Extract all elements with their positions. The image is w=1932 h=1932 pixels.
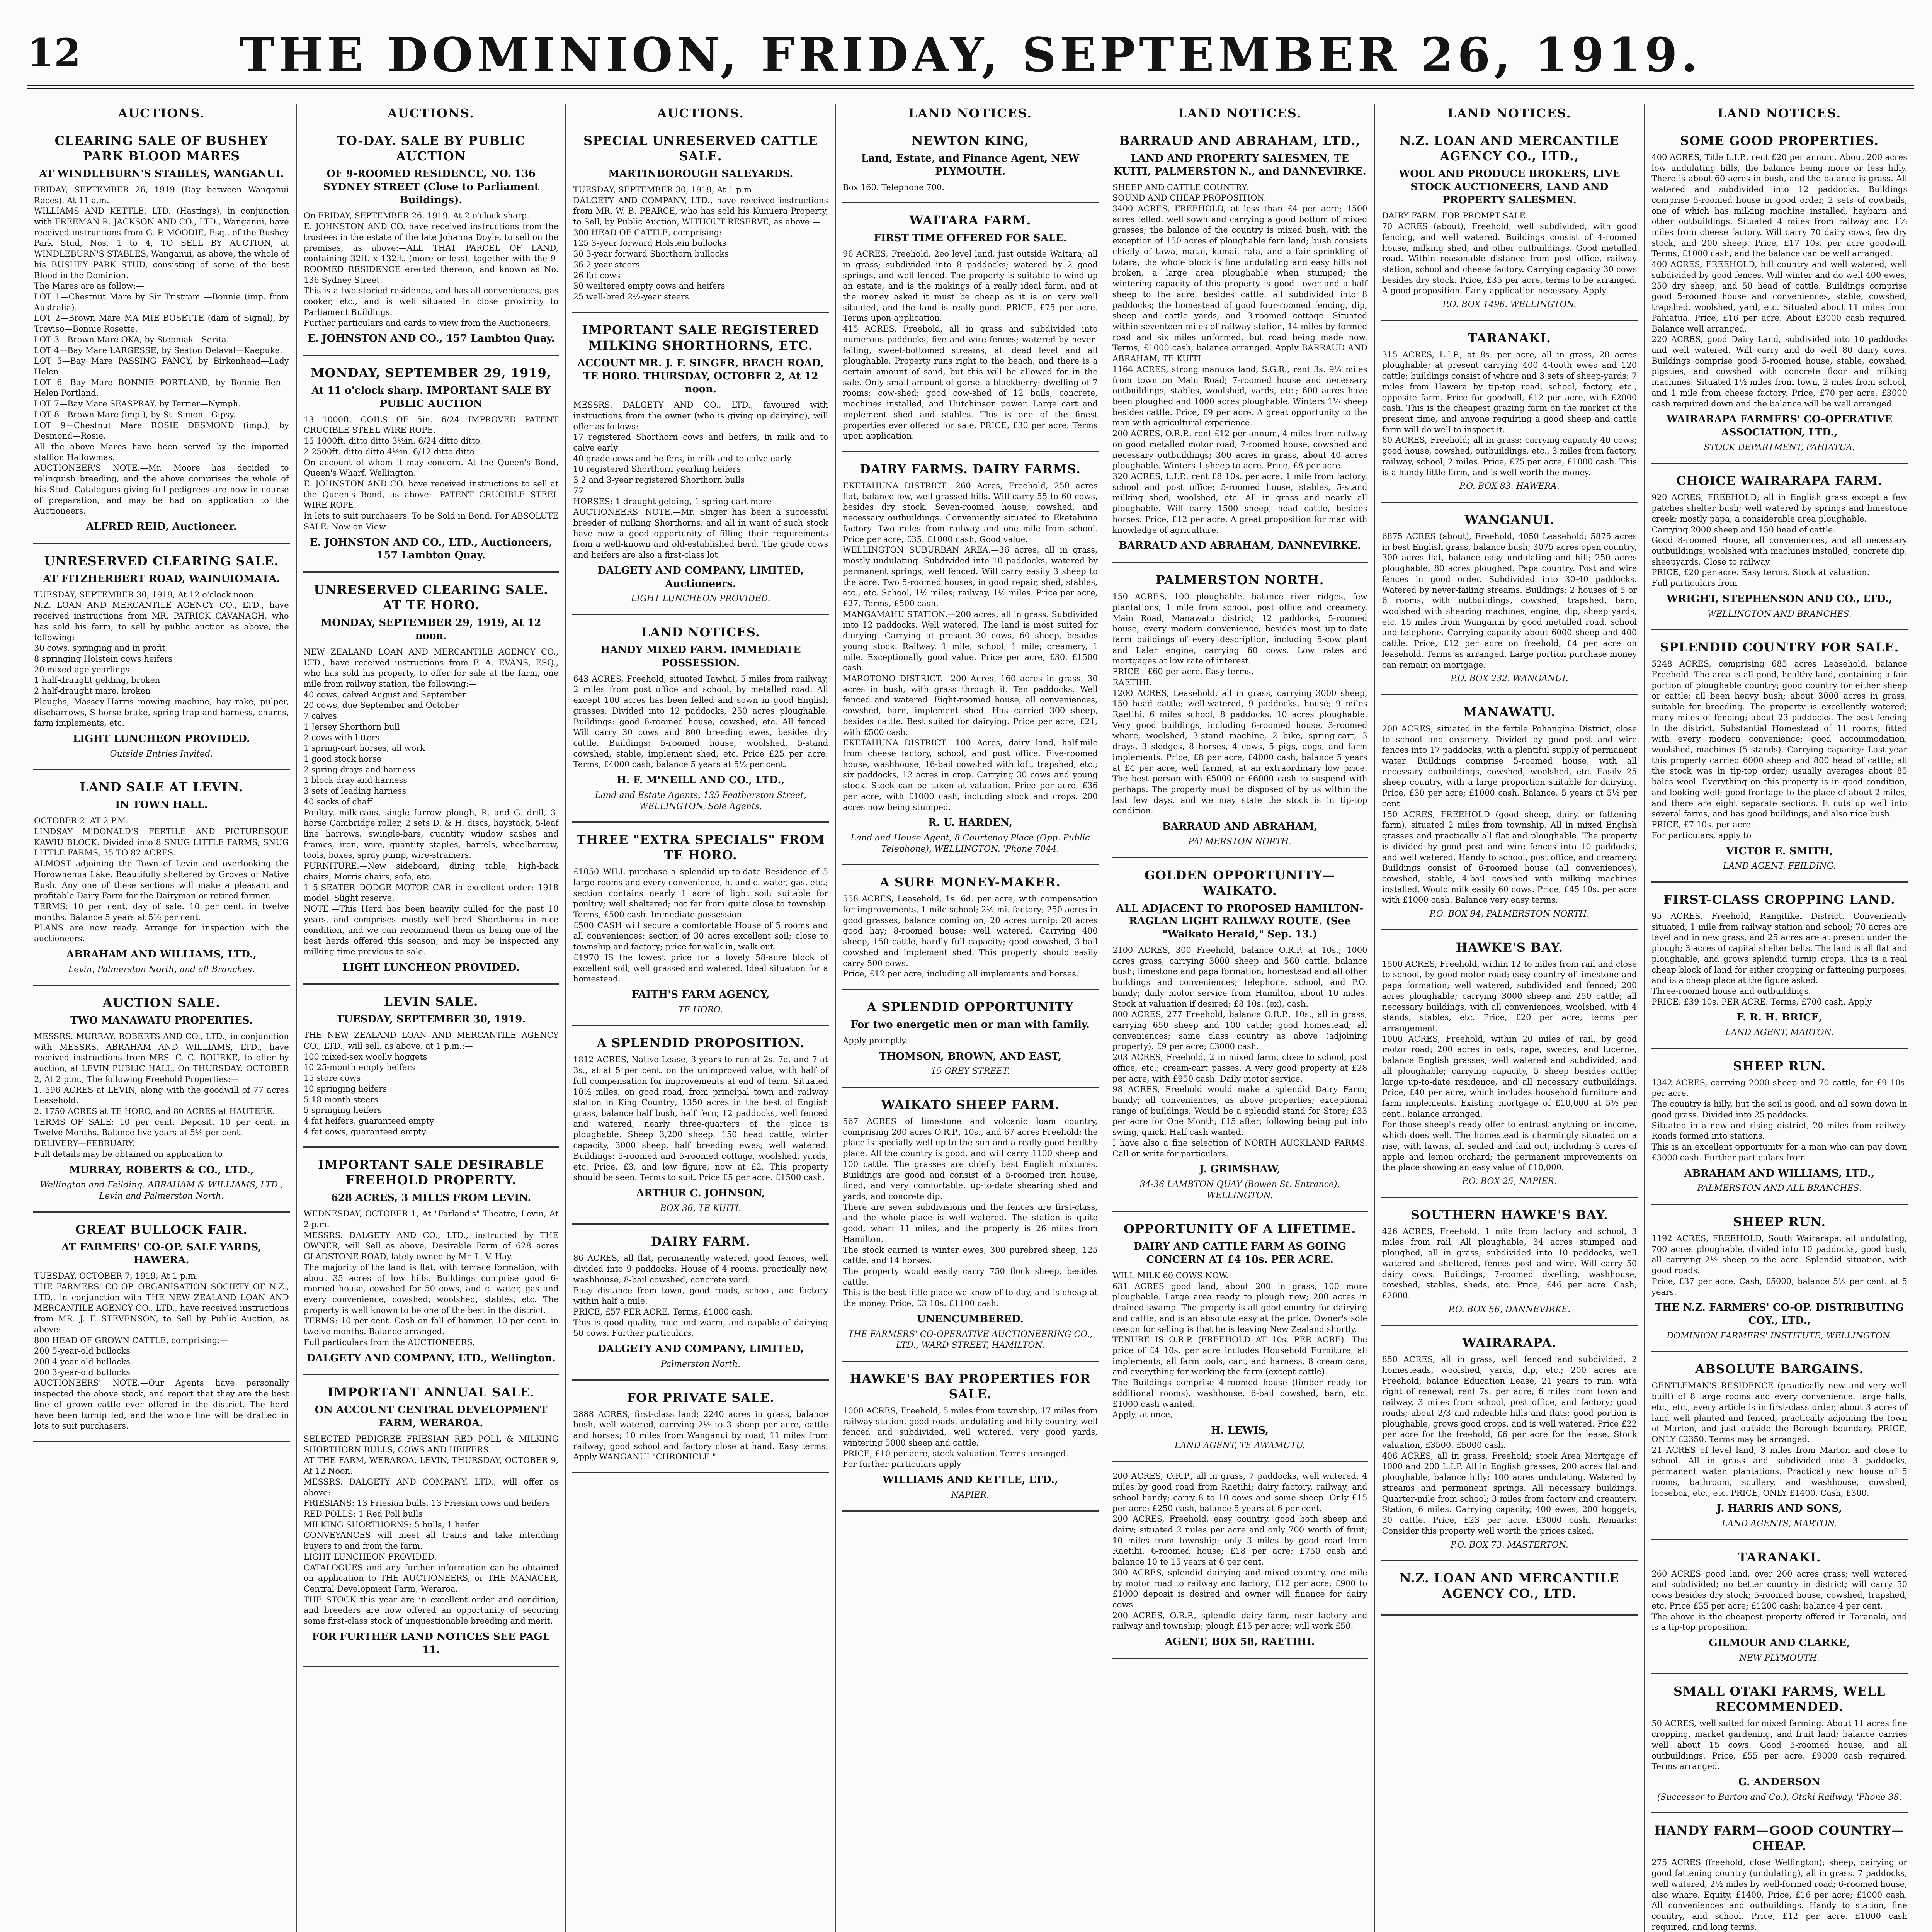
ad-agent-details: Land and House Agent, 8 Courtenay Place (Opp. Public Telephone), WELLINGTON. 'Phone 7044. (850, 833, 1090, 854)
column-heading: LAND NOTICES. (1717, 106, 1842, 121)
ad-signature: G. ANDERSON (1738, 1776, 1821, 1788)
ad-agent-details: PALMERSTON AND ALL BRANCHES. (1697, 1184, 1862, 1194)
column-5 (1105, 104, 1375, 1932)
ad-signature: AGENT, BOX 58, RAETIHI. (1165, 1636, 1315, 1648)
ad-heading: IMPORTANT SALE DESIRABLE FREEHOLD PROPERTY. (318, 1157, 544, 1188)
ad-body: 850 ACRES, all in grass, well fenced and subdivided, 2 homesteads, woolshed, yards, dip, etc.; 200 acres are Freehold, balance Education Lease, 21 years to run, with right of renewal; rent 7s. per acre; 6 miles from town and railway, 3 miles from school, post office, and factory; good roads; about 2/3 and rideable hills and flats; good portion is ploughable, grows good crops, and is well watered. Price £22 per acre for the freehold, £6 per acre for the lease. Stock valuation, £3500. £5000 cash. 406 ACRES, all in grass, Freehold; stock Area Mortgage of 1000 and 200 L.I.P. All in English grasses; 200 acres flat and ploughable, balance hilly; 100 acres undulating. Watered by streams and permanent springs. All necessary buildings. Quarter-mile from school; 3 miles from factory and creamery. Station, 6 miles. Carrying capacity, 400 ewes, 200 hoggets, 30 cattle. Price, £23 per acre. £3000 cash. Remarks: Consider this property well worth the prices asked. (1382, 1355, 1637, 1536)
advertisement (1651, 884, 1908, 1049)
ad-body: 13 1000ft. COILS OF 5in. 6/24 IMPROVED PATENT CRUCIBLE STEEL WIRE ROPE. 15 1000ft. ditto ditto 3½in. 6/24 ditto ditto. 2 2500ft. ditto ditto 4½in. 6/12 ditto ditto. On account of whom it may concern. At the Queen's Bond, Queen's Wharf, Wellington. E. JOHNSTON AND CO. have received instructions to sell at the Queen's Bond, as above:—PATENT CRUCIBLE STEEL WIRE ROPE. In lots to suit purchasers. To be Sold in Bond. For ABSOLUTE SALE. Now on View. (303, 415, 559, 531)
ad-heading: A SPLENDID PROPOSITION. (597, 1036, 804, 1051)
advertisement (1381, 125, 1638, 321)
masthead: THE DOMINION, FRIDAY, SEPTEMBER 26, 1919. (240, 27, 1702, 83)
ad-subheading: IN TOWN HALL. (115, 799, 208, 811)
columns-container (27, 104, 1914, 1932)
ad-signature: R. U. HARDEN, (928, 817, 1012, 829)
ad-signature: J. HARRIS AND SONS, (1717, 1503, 1842, 1515)
ad-subheading: For two energetic men or man with family. (850, 1019, 1090, 1031)
ad-agent-details: Outside Entries Invited. (110, 749, 213, 759)
ad-heading: ABSOLUTE BARGAINS. (1695, 1362, 1864, 1377)
ad-heading: SOME GOOD PROPERTIES. (1680, 133, 1879, 148)
ad-signature: ARTHUR C. JOHNSON, (636, 1187, 765, 1199)
ad-subheading: AT FITZHERBERT ROAD, WAINUIOMATA. (43, 573, 280, 585)
ad-body: 200 ACRES, situated in the fertile Pohangina District, close to school and creamery. Divided by good post and wire fences into 17 paddocks, with a plentiful supply of permanent water. Buildings comprise 5-roomed house, with all necessary outbuildings, cowshed, woolshed, etc. Easily 25 sheep country, with a large proportion suitable for dairying. Price, £30 per acre; £1000 cash. Balance, 5 years at 5½ per cent. 150 ACRES, FREEHOLD (good sheep, dairy, or fattening farm), situated 2 miles from township. All in mixed English grasses and practically all flat and ploughable. The property is divided by good post and wire fences into 10 paddocks, and well watered. Handy to school, post office, and creamery. Buildings consist of 6-roomed house (all conveniences), cowshed, stable, 4-bail cowshed with milking machines installed. Would milk easily 60 cows. Price, £45 10s. per acre with £1000 cash. Balance very easy terms. (1382, 724, 1637, 905)
advertisement (303, 574, 560, 985)
ad-signature: UNENCUMBERED. (917, 1313, 1024, 1325)
ad-body: 1192 ACRES, FREEHOLD, South Wairarapa, all undulating; 700 acres ploughable, divided into 10 paddocks, good bush, all carrying 2½ sheep to the acre. Splendid situation, with good roads. Price, £37 per acre. Cash, £5000; balance 5½ per cent. at 5 years. (1651, 1233, 1907, 1297)
ad-agent-details: LAND AGENTS, MARTON. (1722, 1519, 1837, 1529)
column-6 (1375, 104, 1645, 1932)
ad-heading: TARANAKI. (1738, 1549, 1821, 1565)
ad-agent-details: WELLINGTON AND BRANCHES. (1707, 609, 1852, 619)
advertisement (1651, 1206, 1908, 1352)
ad-heading: DAIRY FARM. (651, 1234, 750, 1249)
ad-agent-details: P.O. BOX 232. WANGANUI. (1451, 674, 1568, 684)
ad-signature: WILLIAMS AND KETTLE, LTD., (882, 1474, 1058, 1486)
advertisement (1112, 565, 1368, 858)
ad-signature: ABRAHAM AND WILLIAMS, LTD., (1684, 1167, 1875, 1179)
ad-agent-details: 34-36 LAMBTON QUAY (Bowen St. Entrance), WELLINGTON. (1139, 1180, 1340, 1201)
ad-agent-details: P.O. BOX 94, PALMERSTON NORTH. (1429, 909, 1590, 919)
ad-signature: LIGHT LUNCHEON PROVIDED. (73, 733, 250, 745)
ad-body: 260 ACRES good land, over 200 acres grass; well watered and subdivided; no better country in district; will carry 50 cows besides dry stock; 5-roomed house, cowshed, trapshed, etc. Price £35 per acre; £1200 cash; balance 4 per cent. The above is the cheapest property offered in Taranaki, and is a tip-top proposition. (1651, 1569, 1907, 1632)
ad-agent-details: Land and Estate Agents, 135 Featherston Street, WELLINGTON, Sole Agents. (595, 790, 806, 811)
ad-body: 6875 ACRES (about), Freehold, 4050 Leasehold; 5875 acres in best English grass, balance bush; 3075 acres open country, 300 acres flat, balance easy undulating and hill; 250 acres ploughable; 80 acres ploughed. Papa country. Post and wire fences in good order. Subdivided into 30-40 paddocks. Watered by never-failing streams. Buildings: 2 houses of 5 or 6 rooms, with outbuildings, cowshed, trapshed, barn, woolshed with shearing machines, engine, dip, sheep yards, etc. 15 miles from Wanganui by good metalled road, school and telephone. Carrying capacity about 6000 sheep and 400 cattle. Price, £12 per acre on freehold, £4 per acre on leasehold. Terms as arranged. Large portion purchase money can remain on mortgage. (1382, 531, 1637, 670)
ad-agent-details: TE HORO. (678, 1005, 723, 1015)
ad-signature: WRIGHT, STEPHENSON AND CO., LTD., (1667, 593, 1893, 605)
ad-subheading: AT WINDLEBURN'S STABLES, WANGANUI. (39, 168, 284, 180)
ad-heading: GREAT BULLOCK FAIR. (75, 1222, 248, 1237)
ad-heading: THREE "EXTRA SPECIALS" FROM TE HORO. (576, 832, 825, 863)
ad-agent-details: Palmerston North. (661, 1359, 741, 1369)
advertisement (33, 987, 290, 1212)
advertisement (842, 1089, 1099, 1362)
ad-heading: BARRAUD AND ABRAHAM, LTD., (1119, 133, 1361, 148)
ad-heading: N.Z. LOAN AND MERCANTILE AGENCY CO., LTD. (1400, 1571, 1619, 1601)
ad-signature: E. JOHNSTON AND CO., 157 Lambton Quay. (307, 333, 555, 345)
ad-signature: BARRAUD AND ABRAHAM, (1162, 821, 1318, 833)
ad-signature: E. JOHNSTON AND CO., LTD., Auctioneers, 157 Lambton Quay. (310, 536, 553, 561)
ad-signature: DALGETY AND COMPANY, LTD., Wellington. (306, 1352, 556, 1364)
ad-agent-details: P.O. BOX 1496. WELLINGTON. (1442, 300, 1577, 310)
ad-subheading: HANDY MIXED FARM. IMMEDIATE POSSESSION. (600, 644, 801, 669)
ad-agent-details: P.O. BOX 83. HAWERA. (1459, 481, 1560, 492)
advertisement (842, 125, 1099, 203)
ad-signature: FOR FURTHER LAND NOTICES SEE PAGE 11. (312, 1631, 550, 1656)
advertisement (303, 357, 560, 573)
advertisement (1651, 632, 1908, 883)
advertisement (33, 546, 290, 770)
ad-signature: F. R. H. BRICE, (1736, 1012, 1822, 1024)
ad-body: TUESDAY, SEPTEMBER 30, 1919, At 12 o'clock noon. N.Z. LOAN AND MERCANTILE AGENCY CO., LTD., have received instructions from MR. PATRICK CAVANAGH, who has sold his farm, to sell by public auction as above, the following:— 30 cows, springing and in profit 8 springing Holstein cows heifers 20 mixed age yearlings 1 half-draught gelding, broken 2 half-draught mare, broken Ploughs, Massey-Harris mowing machine, hay rake, pulper, discharrows, S-horse brake, spring trap and harness, churns, farm implements, etc. (34, 590, 289, 728)
ad-heading: N.Z. LOAN AND MERCANTILE AGENCY CO., LTD., (1400, 133, 1619, 163)
ad-body: 275 ACRES (freehold, close Wellington); sheep, dairying or good fattening country (undulating), all in grass. 7 paddocks, well watered, 2½ miles by well-formed road; 6-roomed house, also whare, Equity. £1400. Price, £16 per acre; £1000 cash. All conveniences and outbuildings. Handy to station, fine country, and school. Price, £12 per acre. £1000 cash required, and long terms. (1651, 1858, 1907, 1932)
advertisement (1651, 465, 1908, 630)
ad-heading: SPECIAL UNRESERVED CATTLE SALE. (583, 133, 818, 163)
advertisement (572, 315, 829, 615)
advertisement (1651, 1051, 1908, 1205)
ad-heading: WANGANUI. (1464, 512, 1554, 527)
ad-agent-details: LAND AGENT, TE AWAMUTU. (1174, 1440, 1305, 1451)
ad-heading: SOUTHERN HAWKE'S BAY. (1410, 1207, 1608, 1222)
ad-heading: NEWTON KING, (912, 133, 1029, 148)
ad-body: GENTLEMAN'S RESIDENCE (practically new and very well built) of 8 large rooms and every convenience, large halls, etc., etc., every article is in first-class order, about 3 acres of land well planted and fenced, practically adjoining the town of Marton, and just outside the Borough boundary. PRICE, ONLY £2350. Terms may be arranged. 21 ACRES of level land, 3 miles from Marton and close to school. All in grass and subdivided into 3 paddocks, permanent water, plantations. Practically new house of 5 rooms, bathroom, scullery, and washhouse, cowshed, loosebox, etc., etc. PRICE, ONLY £1400. Cash, £300. (1651, 1381, 1907, 1498)
advertisement (1651, 1676, 1908, 1813)
ad-body: 920 ACRES, FREEHOLD; all in English grass except a few patches shelter bush; well watered by springs and limestone creek; mostly papa, a considerable area ploughable. Carrying 2000 sheep and 150 head of cattle. Good 8-roomed House, all conveniences, and all necessary outbuildings, woolshed with machines installed, concrete dip, sheepyards. Close to railway. PRICE, £20 per acre. Easy terms. Stock at valuation. Full particulars from (1651, 493, 1907, 588)
advertisement (842, 454, 1099, 865)
advertisement (1112, 125, 1368, 563)
advertisement (572, 1226, 829, 1380)
ad-agent-details: P.O. BOX 56, DANNEVIRKE. (1448, 1304, 1571, 1315)
ad-body: 2100 ACRES, 300 Freehold, balance O.R.P. at 10s.; 1000 acres grass, carrying 3000 sheep and 560 cattle, balance bush; limestone and papa formation; homestead and all other buildings and conveniences; telephone, school, and P.O. handy; daily motor service from Hamilton, about 10 miles. Stock at valuation if desired; £8 10s. (ex), cash. 800 ACRES, 277 Freehold, balance O.R.P., 10s., all in grass; carrying 650 sheep and 100 cattle; good homestead; all conveniences; same class country as above (adjoining property). £9 per acre; £3000 cash. 203 ACRES, Freehold, 2 in mixed farm, close to school, post office, etc.; cream-cart passes. A very good property at £28 per acre, with £950 cash. Daily motor service. 98 ACRES, Freehold would make a splendid Dairy Farm; handy; all conveniences, as above properties; exceptional range of buildings. Would be a splendid stand for Store; £33 per acre for One Month; £15 after; following being put into swing, quick. Half cash wanted. I have also a fine selection of NORTH AUCKLAND FARMS. Call or write for particulars. (1112, 945, 1367, 1158)
column-heading: LAND NOTICES. (1447, 106, 1571, 121)
ad-agent-details: Wellington and Feilding. ABRAHAM & WILLIAMS, LTD., Levin and Palmerston North. (40, 1180, 283, 1201)
ad-heading: SHEEP RUN. (1733, 1214, 1826, 1229)
ad-body: EKETAHUNA DISTRICT.—260 Acres, Freehold, 250 acres flat, balance low, well-grassed hills. Will carry 55 to 60 cows, besides dry stock. Seven-roomed house, cowshed, and necessary outbuildings. Conveniently situated to Eketahuna factory. Two miles from railway and one mile from school. Price per acre, £35. £1000 cash. Good value. WELLINGTON SUBURBAN AREA.—36 acres, all in grass, mostly undulating. Subdivided into 10 paddocks, watered by permanent springs, well fenced. Will carry easily 3 sheep to the acre. Two 5-roomed houses, in good repair, shed, stables, etc., etc. School, 1½ miles; railway, 1½ miles. Price per acre, £27. Terms, £500 cash. MANGAMAHU STATION.—200 acres, all in grass. Subdivided into 12 paddocks. Well watered. The land is most suited for dairying. Carrying at present 30 cows, 60 sheep, besides young stock. Railway, 1 mile; school, 1 mile; creamery, 1 mile. Exceptionally good value. Price per acre, £30. £1500 cash. MAROTONO DISTRICT.—200 Acres, 160 acres in grass, 30 acres in bush, with grass through it. Ten paddocks. Well fenced and watered. Eight-roomed house, all conveniences, cowshed, barn, implement shed. Has carried 300 sheep, besides cattle. Best suited for dairying. Price per acre, £21, with £500 cash. EKETAHUNA DISTRICT.—100 Acres, dairy land, half-mile from cheese factory, school, and post office. Five-roomed house, washhouse, 16-bail cowshed with loft, trapshed, etc.; six paddocks, 12 acres in crop. Carrying 30 cows and young stock. Stock can be taken at valuation. Price per acre, £36 per acre, with £1000 cash, including stock and crops. 200 acres now being stumped. (843, 481, 1098, 812)
ad-body: FRIDAY, SEPTEMBER 26, 1919 (Day between Wanganui Races), At 11 a.m. WILLIAMS AND KETTLE, LTD. (Hastings), in conjunction with FREEMAN R. JACKSON AND CO., LTD., Wanganui, have received instructions from G. P. MOODIE, Esq., of the Bushey Park Stud, Nos. 1 to 4, TO SELL BY AUCTION, at WINDLEBURN'S STABLES, Wanganui, as above, the whole of his BUSHEY PARK STUD, consisting of some of the best Blood in the Dominion. The Mares are as follow:— LOT 1—Chestnut Mare by Sir Tristram —Bonnie (imp. from Australia). LOT 2—Brown Mare MA MIE BOSETTE (dam of Signal), by Treviso—Bonnie Rosette. LOT 3—Brown Mare OKA, by Stepniak—Serita. LOT 4—Bay Mare LARGESSE, by Seaton Delaval—Kaepuke. LOT 5—Bay Mare PASSING FANCY, by Birkenhead—Lady Helen. LOT 6—Bay Mare BONNIE PORTLAND, by Bonnie Ben—Helen Portland. LOT 7—Bay Mare SEASPRAY, by Terrier—Nymph. LOT 8—Brown Mare (imp.), by St. Simon—Gipsy. LOT 9—Chestnut Mare ROSIE DESMOND (imp.), by Desmond—Rosie. All the above Mares have been served by the imported stallion Hallowmas. AUCTIONEER'S NOTE.—Mr. Moore has decided to relinquish breeding, and the above comprises the whole of his Stud. Catalogues giving full pedigrees are now in course of preparation, and may be had on application to the Auctioneers. (34, 185, 289, 516)
ad-subheading: 628 ACRES, 3 MILES FROM LEVIN. (331, 1192, 531, 1204)
advertisement (303, 1149, 560, 1375)
ad-body: MESSRS. MURRAY, ROBERTS AND CO., LTD., in conjunction with MESSRS. ABRAHAM AND WILLIAMS, LTD., have received instructions from MRS. C. C. BOURKE, to offer by auction, at LEVIN PUBLIC HALL, On THURSDAY, OCTOBER 2, At 2 p.m., The following Freehold Properties:— 1. 596 ACRES at LEVIN, along with the goodwill of 77 acres Leasehold. 2. 1750 ACRES at TE HORO, and 80 ACRES at HAUTERE. TERMS OF SALE: 10 per cent. Deposit. 10 per cent. in Twelve Months. Balance five years at 5½ per cent. DELIVERY—FEBRUARY. Full details may be obtained on application to (34, 1032, 289, 1159)
advertisement (1381, 1199, 1638, 1326)
ad-body: 96 ACRES, Freehold, 2eo level land, just outside Waitara; all in grass; subdivided into 8 paddocks; watered by 2 good springs, and well fenced. The property is suitable to wind up an estate, and is the makings of a really ideal farm, and at the money asked it must be cheap as it is on very well situated, and the land is really good. PRICE, £75 per acre. Terms upon application. 415 ACRES, Freehold, all in grass and subdivided into numerous paddocks, five and wire fences; watered by never-failing, sweet-bottomed streams; all dead level and all ploughable. Property runs right to the beach, and there is a certain amount of sand, but this will be allowed for in the sale. Only small amount of gorse, a blackberry; dwelling of 7 rooms; cow-shed; good cow-shed of 12 bails, concrete, machines installed, and Hutchinson power. Large cart and implement shed and stables. This is one of the finest properties ever offered for sale. PRICE, £30 per acre. Terms upon application. (843, 249, 1098, 441)
advertisement (572, 1027, 829, 1225)
ad-signature: FAITH'S FARM AGENCY, (632, 989, 770, 1001)
ad-agent-details: NEW PLYMOUTH. (1739, 1653, 1820, 1663)
advertisement (1651, 1815, 1908, 1932)
ad-signature: THE N.Z. FARMERS' CO-OP. DISTRIBUTING COY., LTD., (1655, 1302, 1904, 1327)
advertisement (1381, 504, 1638, 695)
ad-body: 2888 ACRES, first-class land; 2240 acres in grass, balance bush, well watered, carrying 2½ to 3 sheep per acre, cattle and horses; 10 miles from Wanganui by road, 11 miles from railway; good school and factory close at hand. Easy terms. Apply WANGANUI "CHRONICLE." (573, 1409, 828, 1462)
ad-body: On FRIDAY, SEPTEMBER 26, 1919, At 2 o'clock sharp. E. JOHNSTON AND CO. have received instructions from the trustees in the estate of the late Johanna Doyle, to sell on the premises, as above:—ALL THAT PARCEL OF LAND, containing 32ft. x 132ft. (more or less), together with the 9-ROOMED RESIDENCE erected thereon, and known as No. 136 Sydney Street. This is a two-storied residence, and has all conveniences, gas cooker, etc., and is well situated in close proximity to Parliament Buildings. Further particulars and cards to view from the Auctioneers, (303, 211, 559, 328)
ad-agent-details: STOCK DEPARTMENT, PAHIATUA. (1704, 442, 1855, 452)
advertisement (1112, 1213, 1368, 1462)
advertisement (303, 1377, 560, 1667)
ad-heading: LAND SALE AT LEVIN. (80, 780, 243, 795)
ad-agent-details: P.O. BOX 73. MASTERTON. (1450, 1540, 1568, 1550)
ad-signature: DALGETY AND COMPANY, LIMITED, Auctioneers. (597, 565, 804, 590)
column-2 (297, 104, 566, 1932)
ad-heading: AUCTION SALE. (102, 995, 220, 1010)
ad-subheading: LAND AND PROPERTY SALESMEN, TE KUITI, PALMERSTON N., and DANNEVIRKE. (1113, 153, 1366, 177)
ad-body: WILL MILK 60 COWS NOW. 631 ACRES good land, about 200 in grass, 100 more ploughable. Large area ready to plough now; 200 acres in drained swamp. The property is all good country for dairying and cattle, and is an absolute easy at the price. Owner's sole reason for selling is that he is leaving New Zealand shortly. TENURE IS O.R.P. (FREEHOLD AT 10s. PER ACRE). The price of £4 10s. per acre includes Household Furniture, all implements, all farm tools, cart, and harness, 8 cream cans, and everything for working the farm (except cattle). The Buildings comprise 4-roomed house (timber ready for additional rooms), washhouse, 6-bail cowshed, barn, etc. £1000 cash wanted. Apply, at once, (1112, 1270, 1367, 1420)
ad-signature: LIGHT LUNCHEON PROVIDED. (342, 961, 520, 973)
ad-heading: MONDAY, SEPTEMBER 29, 1919, (311, 366, 551, 381)
ad-signature: H. LEWIS, (1211, 1425, 1269, 1436)
ad-signature: WAIRARAPA FARMERS' CO-OPERATIVE ASSOCIATION, LTD., (1667, 413, 1893, 439)
ad-body: 400 ACRES, Title L.I.P., rent £20 per annum. About 200 acres low undulating hills, the balance being more or less hilly. There is about 60 acres in bush, and the balance is grass. All watered and subdivided into 12 paddocks. Buildings comprise 5-roomed house in good order, 2 sets of cowbails, one of which has milking machine installed, haybarn and other outbuildings. Situated 4 miles from railway and 1½ miles from cheese factory. Will carry 70 dairy cows, few dry stock, and 200 sheep. Price, £17 10s. per acre goodwill. Terms, £1000 cash, and the balance can be well arranged. 400 ACRES, FREEHOLD, hill country and well watered, well subdivided by good fences. Will winter and do well 400 ewes, 250 dry sheep, and 50 head of cattle. Buildings comprise good 5-roomed house and conveniences, stable, cowshed, trapshed, woolshed, yard, etc. Situated about 11 miles from Pahiatua. Price, £16 per acre. About £3000 cash required. Balance well arranged. 220 ACRES, good Dairy Land, subdivided into 10 paddocks and well watered. Will carry and do well 80 dairy cows. Buildings comprise good 5-roomed house, stable, cowshed, pigsties, and cowshed with concrete floor and milking machines. Situated 1½ miles from town, 2 miles from school, and 1 mile from cheese factory. Price, £70 per acre. £3000 cash required down and the balance will be well arranged. (1651, 153, 1907, 408)
column-heading: AUCTIONS. (118, 106, 205, 121)
ad-subheading: TWO MANAWATU PROPERTIES. (70, 1015, 253, 1027)
ad-agent-details: P.O. BOX 25, NAPIER. (1462, 1177, 1557, 1187)
advertisement (842, 867, 1099, 990)
advertisement (303, 125, 560, 356)
ad-heading: CHOICE WAIRARAPA FARM. (1676, 473, 1883, 488)
advertisement (1381, 1563, 1638, 1616)
ad-subheading: WOOL AND PRODUCE BROKERS, LIVE STOCK AUCTIONEERS, LAND AND PROPERTY SALESMEN. (1399, 168, 1620, 206)
ad-heading: OPPORTUNITY OF A LIFETIME. (1123, 1221, 1356, 1236)
ad-body: £1050 WILL purchase a splendid up-to-date Residence of 5 large rooms and every convenience, h. and c. water, gas, etc.; section contains nearly 1 acre of light soil; suitable for poultry; well sheltered; not far from quite close to township. Terms, £500 cash. Immediate possession. £500 CASH will secure a comfortable House of 5 rooms and all conveniences; section of 30 acres excellent soil; close to township and factory; price for walk-in, walk-out. £1970 IS the lowest price for a lovely 58-acre block of excellent soil, well grassed and watered. Ideal situation for a homestead. (573, 867, 828, 984)
ad-heading: WAITARA FARM. (909, 213, 1031, 228)
advertisement (572, 1382, 829, 1473)
ad-body: 1500 ACRES, Freehold, within 12 to miles from rail and close to school, by good motor road; easy country of limestone and papa formation; well watered, subdivided and fenced; 200 acres ploughable; carrying 3000 sheep and 250 cattle; all necessary buildings, with all conveniences, woolshed, with 4 stands, stables, etc. Price, £20 per acre; terms per arrangement. 1000 ACRES, Freehold, within 20 miles of rail, by good motor road; 200 acres in oats, rape, swedes, and lucerne, balance English grasses; well watered and subdivided, and all ploughable; carrying capacity, 5 sheep besides cattle; large up-to-date residence, and all necessary outbuildings. Price, £40 per acre, which includes household furniture and farm implements. Existing mortgage of £10,000 at 5½ per cent., balance arranged. For those sheep's ready offer to entrust anything on income, which does well. The homestead is charmingly situated on a rise, with lawns, all sealed and laid out, including 3 acres of apple and lemon orchard; the permanent improvements on the place showing an easy value of £10,000. (1382, 959, 1637, 1172)
ad-signature: J. GRIMSHAW, (1199, 1163, 1281, 1175)
advertisement (1651, 1354, 1908, 1540)
ad-subheading: TUESDAY, SEPTEMBER 30, 1919. (336, 1014, 526, 1026)
ad-signature: DALGETY AND COMPANY, LIMITED, (597, 1343, 804, 1355)
ad-body: 558 ACRES, Leasehold, 1s. 6d. per acre, with compensation for improvements, 1 mile school; 2½ mi. factory; 250 acres in good grasses, balance coming on; 20 acres turnip; 20 acres good hay; 8-roomed house; well watered. Carrying 400 sheep, 150 cattle, hardly full capacity; good cowshed, 3-bail cowshed and implement shed. This property should easily carry 500 cows. Price, £12 per acre, including all implements and horses. (843, 894, 1098, 979)
ad-heading: WAIKATO SHEEP FARM. (881, 1097, 1060, 1112)
ad-body: 315 ACRES, L.I.P., at 8s. per acre, all in grass, 20 acres ploughable; at present carrying 400 4-tooth ewes and 120 cattle; buildings consist of whare and 3 sets of sheep-yards; 7 miles from Hawera by tip-top road, school, factory, etc., opposite farm. Price for goodwill, £12 per acre, with £2000 cash. This is the cheapest grazing farm on the market at the present time, and anyone requiring a good sheep and cattle farm will do well to inspect it. 80 ACRES, Freehold; all in grass; carrying capacity 40 cows; good house, cowshed, outbuildings, etc., 3 miles from factory, railway, school, 2 miles. Price, £75 per acre, £1000 cash. This is a handy little farm, and is well worth the money. (1382, 350, 1637, 477)
ad-heading: SMALL OTAKI FARMS, WELL RECOMMENDED. (1673, 1684, 1886, 1714)
ad-body: 50 ACRES, well suited for mixed farming. About 11 acres fine cropping, market gardening, and fruit land; balance carries well about 15 cows. Good 5-roomed house, and all outbuildings. Price, £55 per acre. £9000 cash required. Terms arranged. (1651, 1719, 1907, 1771)
ad-heading: IMPORTANT SALE REGISTERED MILKING SHORTHORNS, ETC. (582, 322, 820, 353)
ad-body: 95 ACRES, Freehold, Rangitikei District. Conveniently situated, 1 mile from railway station and school; 70 acres are level and in new grass, and 25 acres are at present under the plough; 3 acres of capital shelter belts. The land is all flat and ploughable, and grows splendid turnip crops. This is a real cheap block of land for either cropping or fattening purposes, and is a cheap place at the figure asked. Three-roomed house and outbuildings. PRICE, £39 10s. PER ACRE. Terms, £700 cash. Apply (1651, 911, 1907, 1007)
ad-body: Apply promptly, (843, 1036, 908, 1045)
ad-subheading: Land, Estate, and Finance Agent, NEW PLYMOUTH. (861, 153, 1080, 177)
ad-heading: LAND NOTICES. (641, 625, 760, 640)
ad-heading: CLEARING SALE OF BUSHEY PARK BLOOD MARES (54, 133, 269, 163)
ad-subheading: MARTINBOROUGH SALEYARDS. (608, 168, 793, 180)
ad-signature: BARRAUD AND ABRAHAM, DANNEVIRKE. (1119, 540, 1361, 552)
ad-heading: SHEEP RUN. (1733, 1058, 1826, 1073)
ad-agent-details: NAPIER. (951, 1490, 990, 1500)
ad-heading: DAIRY FARMS. DAIRY FARMS. (859, 462, 1081, 477)
column-1 (27, 104, 297, 1932)
advertisement (572, 617, 829, 823)
advertisement (1651, 125, 1908, 464)
ad-subheading: ACCOUNT MR. J. F. SINGER, BEACH ROAD, TE HORO. THURSDAY, OCTOBER 2, At 12 noon. (577, 357, 824, 395)
advertisement (1112, 860, 1368, 1212)
ad-heading: TO-DAY. SALE BY PUBLIC AUCTION (337, 133, 526, 163)
ad-heading: UNRESERVED CLEARING SALE. (44, 553, 279, 568)
ad-body: SELECTED PEDIGREE FRIESIAN RED POLL & MILKING SHORTHORN BULLS, COWS AND HEIFERS. AT THE FARM, WERAROA, LEVIN, THURSDAY, OCTOBER 9, At 12 Noon. MESSRS. DALGETY AND COMPANY, LTD., will offer as above:— FRIESIANS: 13 Friesian bulls, 13 Friesian cows and heifers RED POLLS: 1 Red Poll bulls MILKING SHORTHORNS: 5 bulls, 1 heifer CONVEYANCES will meet all trains and take intending buyers to and from the farm. LIGHT LUNCHEON PROVIDED. CATALOGUES and any further information can be obtained on application to THE AUCTIONEERS, or THE MANAGER, Central Development Farm, Weraroa. THE STOCK this year are in excellent order and condition, and breeders are now offered an opportunity of securing some first-class stock of unquestionable breeding and merit. (303, 1434, 559, 1626)
ad-agent-details: Levin, Palmerston North, and all Branches. (68, 964, 255, 975)
ad-body: Box 160. Telephone 700. (843, 182, 945, 192)
advertisement (1381, 1327, 1638, 1561)
ad-heading: GOLDEN OPPORTUNITY—WAIKATO. (1144, 867, 1335, 898)
ad-subheading: At 11 o'clock sharp. IMPORTANT SALE BY PUBLIC AUCTION (311, 385, 551, 410)
column-4 (836, 104, 1105, 1932)
ad-agent-details: LAND AGENT, FEILDING. (1723, 861, 1836, 871)
ad-signature: THOMSON, BROWN, AND EAST, (879, 1050, 1062, 1062)
advertisement (1381, 323, 1638, 503)
ad-agent-details: LIGHT LUNCHEON PROVIDED. (631, 594, 770, 604)
advertisement (572, 125, 829, 313)
ad-subheading: MONDAY, SEPTEMBER 29, 1919, At 12 noon. (321, 617, 541, 642)
ad-signature: H. F. M'NEILL AND CO., LTD., (617, 774, 785, 786)
advertisement (842, 205, 1099, 452)
ad-heading: TARANAKI. (1468, 330, 1551, 345)
ad-heading: UNRESERVED CLEARING SALE. AT TE HORO. (314, 582, 548, 613)
ad-body: TUESDAY, SEPTEMBER 30, 1919, At 1 p.m. DALGETY AND COMPANY, LTD., have received instructions from MR. W. B. PEARCE, who has sold his Kunuera Property, to Sell, by Public Auction, WITHOUT RESERVE, as above:— 300 HEAD OF CATTLE, comprising: 125 3-year forward Holstein bullocks 30 3-year forward Shorthorn bullocks 36 2-year steers 26 fat cows 30 weiltered empty cows and heifers 25 well-bred 2½-year steers (573, 185, 828, 301)
ad-signature: GILMOUR AND CLARKE, (1709, 1637, 1850, 1649)
column-7 (1645, 104, 1914, 1932)
ad-agent-details: BOX 36, TE KUITI. (660, 1203, 742, 1213)
ad-body: 567 ACRES of limestone and volcanic loam country, comprising 200 acres O.R.P., 10s., and 67 acres Freehold; the place is specially well up to the sun and a really good healthy place. All the country is good, and will carry 1100 sheep and 100 cattle. The grasses are chiefly best English mixtures. Buildings are good and consist of a 5-roomed iron house, lined, and very comfortable, up-to-date shearing shed and yards, and concrete dip. There are seven subdivisions and the fences are first-class, and the whole place is well watered. The station is quite good, wharf 11 miles, and the property is 26 miles from Hamilton. The stock carried is winter ewes, 300 purebred sheep, 125 cattle, and 14 horses. The property would easily carry 750 flock sheep, besides cattle. This is the best little place we know of to-day, and is cheap at the money. Price, £3 10s. £1100 cash. (843, 1116, 1098, 1308)
ad-body: 643 ACRES, Freehold, situated Tawhai, 5 miles from railway, 2 miles from post office and school, by metalled road. All except 100 acres has been felled and sown in good English grasses. Divided into 12 paddocks, 250 acres ploughable. Buildings: good 6-roomed house, cowshed, etc. All fenced. Will carry 30 cows and 800 breeding ewes, besides dry cattle. Buildings: 5-roomed house, woolshed, 5-stand cowshed, stable, implement shed, etc. Price £25 per acre. Terms, £4000 cash, balance 5 years at 5½ per cent. (573, 674, 828, 769)
ad-body: 1812 ACRES, Native Lease, 3 years to run at 2s. 7d. and 7 at 3s., at at 5 per cent. on the unimproved value, with half of full compensation for improvements at end of term. Situated 10½ miles, on good road, from principal town and railway station in King Country; 1350 acres in the best of English grass, balance half bush, half fern; 12 paddocks, well fenced and watered, nearly three-quarters of the place is ploughable. Sheep 3,200 sheep, 150 head cattle; winter capacity, 3000 sheep, half breeding ewes; well watered. Buildings: 5-roomed and 5-roomed cottage, woolshed, yards, etc. Price, £3, and low figure, now at £2. This property should be seen. Terms to suit. Price £5 per acre. £1500 cash. (573, 1055, 828, 1182)
column-heading: AUCTIONS. (387, 106, 475, 121)
ad-heading: HAWKE'S BAY PROPERTIES FOR SALE. (850, 1371, 1091, 1401)
column-3 (566, 104, 836, 1932)
ad-subheading: ALL ADJACENT TO PROPOSED HAMILTON-RAGLAN LIGHT RAILWAY ROUTE. (See "Waikato Herald," Sep. 13.) (1116, 902, 1364, 940)
ad-body: OCTOBER 2. AT 2 P.M. LINDSAY M'DONALD'S FERTILE AND PICTURESQUE KAWIU BLOCK. Divided into 8 SNUG LITTLE FARMS, SNUG LITTLE FARMS, 35 TO 82 ACRES. ALMOST adjoining the Town of Levin and overlooking the Horowhenua Lake. Beautifully sheltered by Groves of Native Bush. Any one of these sections will make a pleasant and profitable Dairy Farm for the Dairyman or retired farmer. TERMS: 10 per cent. day of sale. 10 per cent. in twelve months. Balance 5 years at 5½ per cent. PLANS are now ready. Arrange for inspection with the auctioneers. (34, 816, 289, 944)
advertisement (842, 1363, 1099, 1512)
ad-body: 1000 ACRES, Freehold, 5 miles from township, 17 miles from railway station, good roads, undulating and hilly country, well fenced and subdivided, well watered, very good yards, wintering 5000 sheep and cattle. PRICE, £10 per acre, stock valuation. Terms arranged. For further particulars apply (843, 1406, 1098, 1469)
advertisement (1651, 1542, 1908, 1675)
ad-heading: LEVIN SALE. (384, 994, 478, 1009)
ad-heading: PALMERSTON NORTH. (1155, 573, 1324, 588)
advertisement (33, 772, 290, 986)
ad-heading: SPLENDID COUNTRY FOR SALE. (1660, 640, 1899, 655)
column-heading: LAND NOTICES. (908, 106, 1032, 121)
ad-signature: ALFRED REID, Auctioneer. (86, 521, 237, 533)
ad-subheading: FIRST TIME OFFERED FOR SALE. (874, 232, 1067, 244)
column-heading: LAND NOTICES. (1178, 106, 1302, 121)
ad-signature: MURRAY, ROBERTS & CO., LTD., (69, 1164, 254, 1176)
ad-agent-details: LAND AGENT, MARTON. (1725, 1028, 1834, 1038)
ad-body: 5248 ACRES, comprising 685 acres Leasehold, balance Freehold. The area is all good, healthy land, containing a fair portion of ploughable country; good country for either sheep or cattle; all been heavy bush; about 3000 acres in grass, suitable for breeding. The property is excellently watered; many miles of fencing; about 23 paddocks. The best fencing in the district. Substantial Homestead of 11 rooms, fitted with every modern convenience; good accommodation, woolshed, machines (5 stands). Carrying capacity: Last year this property carried 6000 sheep and 800 head of cattle; all the stock was in tip-top order; usually averages about 85 bales wool. Everything on this property is in good condition, and looking well; good frontage to the place of about 2 miles, and there are eight separate sections. It cuts up well into several farms, and has good buildings, and also nice bush. PRICE, £7 10s. per acre. For particulars, apply to (1651, 659, 1907, 840)
advertisement (33, 1214, 290, 1442)
advertisement (842, 992, 1099, 1088)
ad-subheading: ON ACCOUNT CENTRAL DEVELOPMENT FARM, WERAROA. (315, 1404, 548, 1429)
advertisement (572, 824, 829, 1026)
ad-agent-details: 15 GREY STREET. (931, 1066, 1010, 1077)
ad-subheading: AT FARMERS' CO-OP. SALE YARDS, HAWERA. (61, 1241, 262, 1266)
ad-heading: FOR PRIVATE SALE. (627, 1390, 775, 1405)
advertisement (1381, 697, 1638, 930)
ad-body: MESSRS. DALGETY AND CO., LTD., favoured with instructions from the owner (who is giving up dairying), will offer as follows:— 17 registered Shorthorn cows and heifers, in milk and to calve early 40 grade cows and heifers, in milk and to calve early 10 registered Shorthorn yearling heifers 3 2 and 3-year registered Shorthorn bulls 77 HORSES: 1 draught gelding, 1 spring-cart mare AUCTIONEERS' NOTE.—Mr. Singer has been a successful breeder of milking Shorthorns, and all in want of such stock have now a good opportunity of filling their requirements from a well-known and old-established herd. The grade cows and heifers are also a first-class lot. (573, 400, 828, 560)
advertisement (1112, 1463, 1368, 1659)
ad-body: NEW ZEALAND LOAN AND MERCANTILE AGENCY CO., LTD., have received instructions from F. A. EVANS, ESQ., who has sold his property, to offer for sale at the farm, one mile from railway station, the following:— 40 cows, calved August and September 20 cows, due September and October 7 calves 1 Jersey Shorthorn bull 2 cows with litters 1 spring-cart horses, all work 1 good stock horse 2 spring drays and harness 1 block dray and harness 3 sets of leading harness 40 sacks of chaff Poultry, milk-cans, single furrow plough, R. and G. drill, 3-horse Cambridge roller, 2 sets D. & H. discs, haystack, 5-leaf line harrows, swingle-bars, quantity window sashes and frames, iron, wire, quantity staples, barrels, wheelbarrow, tools, boxes, spray pump, wire-strainers. FURNITURE.—New sideboard, dining table, high-back chairs, Morris chairs, sofa, etc. 1 5-SEATER DODGE MOTOR CAR in excellent order; 1918 model. Slight reserve. NOTE.—This Herd has been heavily culled for the past 10 years, and comprises mostly well-bred Shorthorns in nice condition, and we can recommend them as being one of the best herds offered this season, and may be inspected any milking time previous to sale. (303, 647, 559, 956)
page-number: 12 (27, 30, 81, 76)
ad-agent-details: (Successor to Barton and Co.), Otaki Railway. 'Phone 38. (1657, 1792, 1902, 1802)
page-header (27, 27, 1914, 89)
ad-body: 150 ACRES, 100 ploughable, balance river ridges, few plantations, 1 mile from school, post office and creamery. Main Road, Manawatu district; 12 paddocks, 5-roomed house, every modern convenience, besides most up-to-date farm buildings of every description, including 5-cow plant and Laler engine, carrying 60 cows. Low rates and mortgages at low rate of interest. PRICE—£60 per acre. Easy terms. RAETIHI. 1200 ACRES, Leasehold, all in grass, carrying 3000 sheep, 150 head cattle; well-watered, 9 paddocks, house; 9 miles Raetihi, 6 miles school; 8 paddocks; 10 acres ploughable. Very good buildings, including 6-roomed house, 3-roomed whare, woolshed, 3-stand machine, 2 bike, spring-cart, 3 drays, 3 sledges, 8 horses, 4 cows, 5 pigs, dogs, and farm implements. Price, £8 per acre, £4000 cash, balance 5 years at £4 per acre, well farmed, at an extraordinary low price. The best person with £5000 or £6000 cash to suspend with perhaps. The property must be disposed of by us within the last few days, and we may state the stock is in tip-top condition. (1112, 592, 1367, 816)
advertisement (33, 125, 290, 544)
ad-body: SHEEP AND CATTLE COUNTRY. SOUND AND CHEAP PROPOSITION. 3400 ACRES, FREEHOLD, at less than £4 per acre; 1500 acres felled, well sown and carrying a good bottom of mixed grasses; the balance of the country is mixed bush, with the exception of 150 acres of ploughable fern land; bush consists chiefly of tawa, matai, kamai, rata, and a fair sprinkling of totara; the whole block is fine undulating and easy hills not broken, a large area ploughable when stumped; the wintering capacity of this property is good—over and a half sheep to the acre, besides cattle; all subdivided into 8 paddocks; the homestead of good four-roomed fencing, dip, sheep and cattle yards, and 3-roomed cottage. Situated within seventeen miles of railway station, 14 miles by formed road and six miles unformed, but road being made now. Terms, £1000 cash, balance arranged. Apply BARRAUD AND ABRAHAM, TE KUITI. 1164 ACRES, strong manuka land, S.G.R., rent 3s. 9¼ miles from town on Main Road; 7-roomed house and necessary outbuildings, stables, woolshed, yards, etc.; 600 acres have been ploughed and 1000 acres ploughable. Winters 1½ sheep besides cattle. Price, £9 per acre. A great opportunity to the man with agricultural experience. 200 ACRES, O.R.P., rent £12 per annum, 4 miles from railway on good metalled motor road; 7-roomed house, cowshed and necessary outbuildings; 300 acres in grass, about 40 acres ploughable. Winters 1 sheep to acre. Price, £8 per acre. 320 ACRES, L.I.P., rent £8 10s. per acre, 1 mile from factory, school and post office; 5-roomed house, stables, 5-stand milking shed, woolshed, etc. All in grass and nearly all ploughable. Will carry 1500 sheep, head cattle, besides horses. Price, £12 per acre. A great proposition for man with knowledge of agriculture. (1112, 182, 1367, 535)
ad-body: 200 ACRES, O.R.P., all in grass, 7 paddocks, well watered, 4 miles by good road from Raetihi; dairy factory, railway, and school handy; carry 8 to 10 cows and some sheep. Only £15 per acre; £250 cash, balance 5 years at 6 per cent. 200 ACRES, Freehold, easy country, good both sheep and dairy; situated 2 miles per acre and only 700 worth of fruit; 10 miles from township; only 3 miles by good road from Raetihi. 6-roomed house; £18 per acre; £750 cash and balance 10 to 15 years at 6 per cent. 300 ACRES, splendid dairying and mixed country, one mile by motor road to railway and factory; £12 per acre; £900 to £1000 deposit is desired and owner will finance for dairy cows. 200 ACRES, O.R.P., splendid dairy farm, near factory and railway and township; plough £15 per acre; will work £50. (1112, 1471, 1367, 1631)
ad-body: DAIRY FARM. FOR PROMPT SALE. 70 ACRES (about), Freehold, well subdivided, with good fencing, and well watered. Buildings consist of 4-roomed house, milking shed, and other outbuildings. Good metalled road. Within reasonable distance from post office, railway station, school and cheese factory. Carrying capacity 30 cows besides dry stock. Price, £35 per acre, terms to be arranged. A good proposition. Early application necessary. Apply— (1382, 211, 1637, 296)
ad-subheading: OF 9-ROOMED RESIDENCE, NO. 136 SYDNEY STREET (Close to Parliament Buildings). (323, 168, 539, 206)
ad-heading: HAWKE'S BAY. (1456, 940, 1563, 955)
ad-subheading: DAIRY AND CATTLE FARM AS GOING CONCERN AT £4 10s. PER ACRE. (1133, 1241, 1347, 1266)
ad-heading: WAIRARAPA. (1462, 1335, 1557, 1350)
ad-heading: IMPORTANT ANNUAL SALE. (327, 1385, 535, 1400)
advertisement (303, 986, 560, 1148)
ad-heading: FIRST-CLASS CROPPING LAND. (1663, 892, 1895, 907)
ad-heading: HANDY FARM—GOOD COUNTRY—CHEAP. (1654, 1823, 1905, 1854)
column-heading: AUCTIONS. (657, 106, 744, 121)
advertisement (1381, 932, 1638, 1198)
ad-body: THE NEW ZEALAND LOAN AND MERCANTILE AGENCY CO., LTD., will sell, as above, at 1 p.m.:— 100 mixed-sex woolly hoggets 10 25-month empty heifers 15 store cows 10 springing heifers 5 18-month steers 5 springing heifers 4 fat heifers, guaranteed empty 4 fat cows, guaranteed empty (303, 1031, 559, 1136)
ad-heading: A SPLENDID OPPORTUNITY (867, 1000, 1074, 1015)
ad-heading: MANAWATU. (1463, 704, 1556, 719)
ad-heading: A SURE MONEY-MAKER. (879, 875, 1061, 890)
ad-body: TUESDAY, OCTOBER 7, 1919, At 1 p.m. THE FARMERS' CO-OP. ORGANISATION SOCIETY OF N.Z., LTD., in conjunction with THE NEW ZEALAND LOAN AND MERCANTILE AGENCY CO., LTD., have received instructions from MR. J. F. STEVENSON, to Sell by Public Auction, as above:— 800 HEAD OF GROWN CATTLE, comprising:— 200 5-year-old bullocks 200 4-year-old bullocks 200 3-year-old bullocks AUCTIONEERS' NOTE.—Our Agents have personally inspected the above stock, and report that they are the best line of grown cattle ever offered in the district. The herd have been turnip fed, and the whole line will be drafted in lots to suit purchasers. (34, 1271, 289, 1431)
ad-body: 426 ACRES, Freehold, 1 mile from factory and school, 3 miles from rail. All ploughable, 34 acres stumped and ploughed, all in grass, subdivided into 10 paddocks, well watered and sheltered, fences post and wire. Will carry 50 dairy cows. Buildings, 7-roomed dwelling, washhouse, cowshed, stables, sheds, etc. Price, £46 per acre. Cash, £2000. (1382, 1226, 1637, 1300)
ad-body: WEDNESDAY, OCTOBER 1, At "Farland's" Theatre, Levin, At 2 p.m. MESSRS. DALGETY AND CO., LTD., instructed by THE OWNER, will Sell as above, Desirable Farm of 628 acres GLADSTONE ROAD, lately owned by Mr. L. V. Hay. The majority of the land is flat, with terrace formation, with about 35 acres of low hills. Buildings comprise good 6-roomed house, cowshed for 50 cows, and c. water, gas and every convenience, cowshed, woolshed, stables, etc. The property is well known to be one of the best in the district. TERMS: 10 per cent. Cash on fall of hammer. 10 per cent. in twelve months. Balance arranged. Full particulars from the AUCTIONEERS, (303, 1209, 559, 1347)
ad-body: 86 ACRES, all flat, permanently watered, good fences, well divided into 9 paddocks. House of 4 rooms, practically new, washhouse, 8-bail cowshed, concrete yard. Easy distance from town, good roads, school, and factory within half a mile. PRICE, £57 PER ACRE. Terms, £1000 cash. This is good quality, nice and warm, and capable of dairying 50 cows. Further particulars, (573, 1253, 828, 1338)
ad-signature: VICTOR E. SMITH, (1726, 845, 1833, 857)
ad-agent-details: THE FARMERS' CO-OPERATIVE AUCTIONEERING CO., LTD., WARD STREET, HAMILTON. (848, 1329, 1093, 1350)
ad-agent-details: PALMERSTON NORTH. (1188, 837, 1292, 847)
ad-signature: ABRAHAM AND WILLIAMS, LTD., (66, 948, 257, 960)
ad-body: 1342 ACRES, carrying 2000 sheep and 70 cattle, for £9 10s. per acre. The country is hilly, but the soil is good, and all sown down in good grass. Divided into 25 paddocks. Situated in a new and rising district, 20 miles from railway. Roads formed into stations. This is an excellent opportunity for a man who can pay down £3000 cash. Further particulars from (1651, 1078, 1907, 1162)
ad-agent-details: DOMINION FARMERS' INSTITUTE, WELLINGTON. (1667, 1331, 1892, 1341)
